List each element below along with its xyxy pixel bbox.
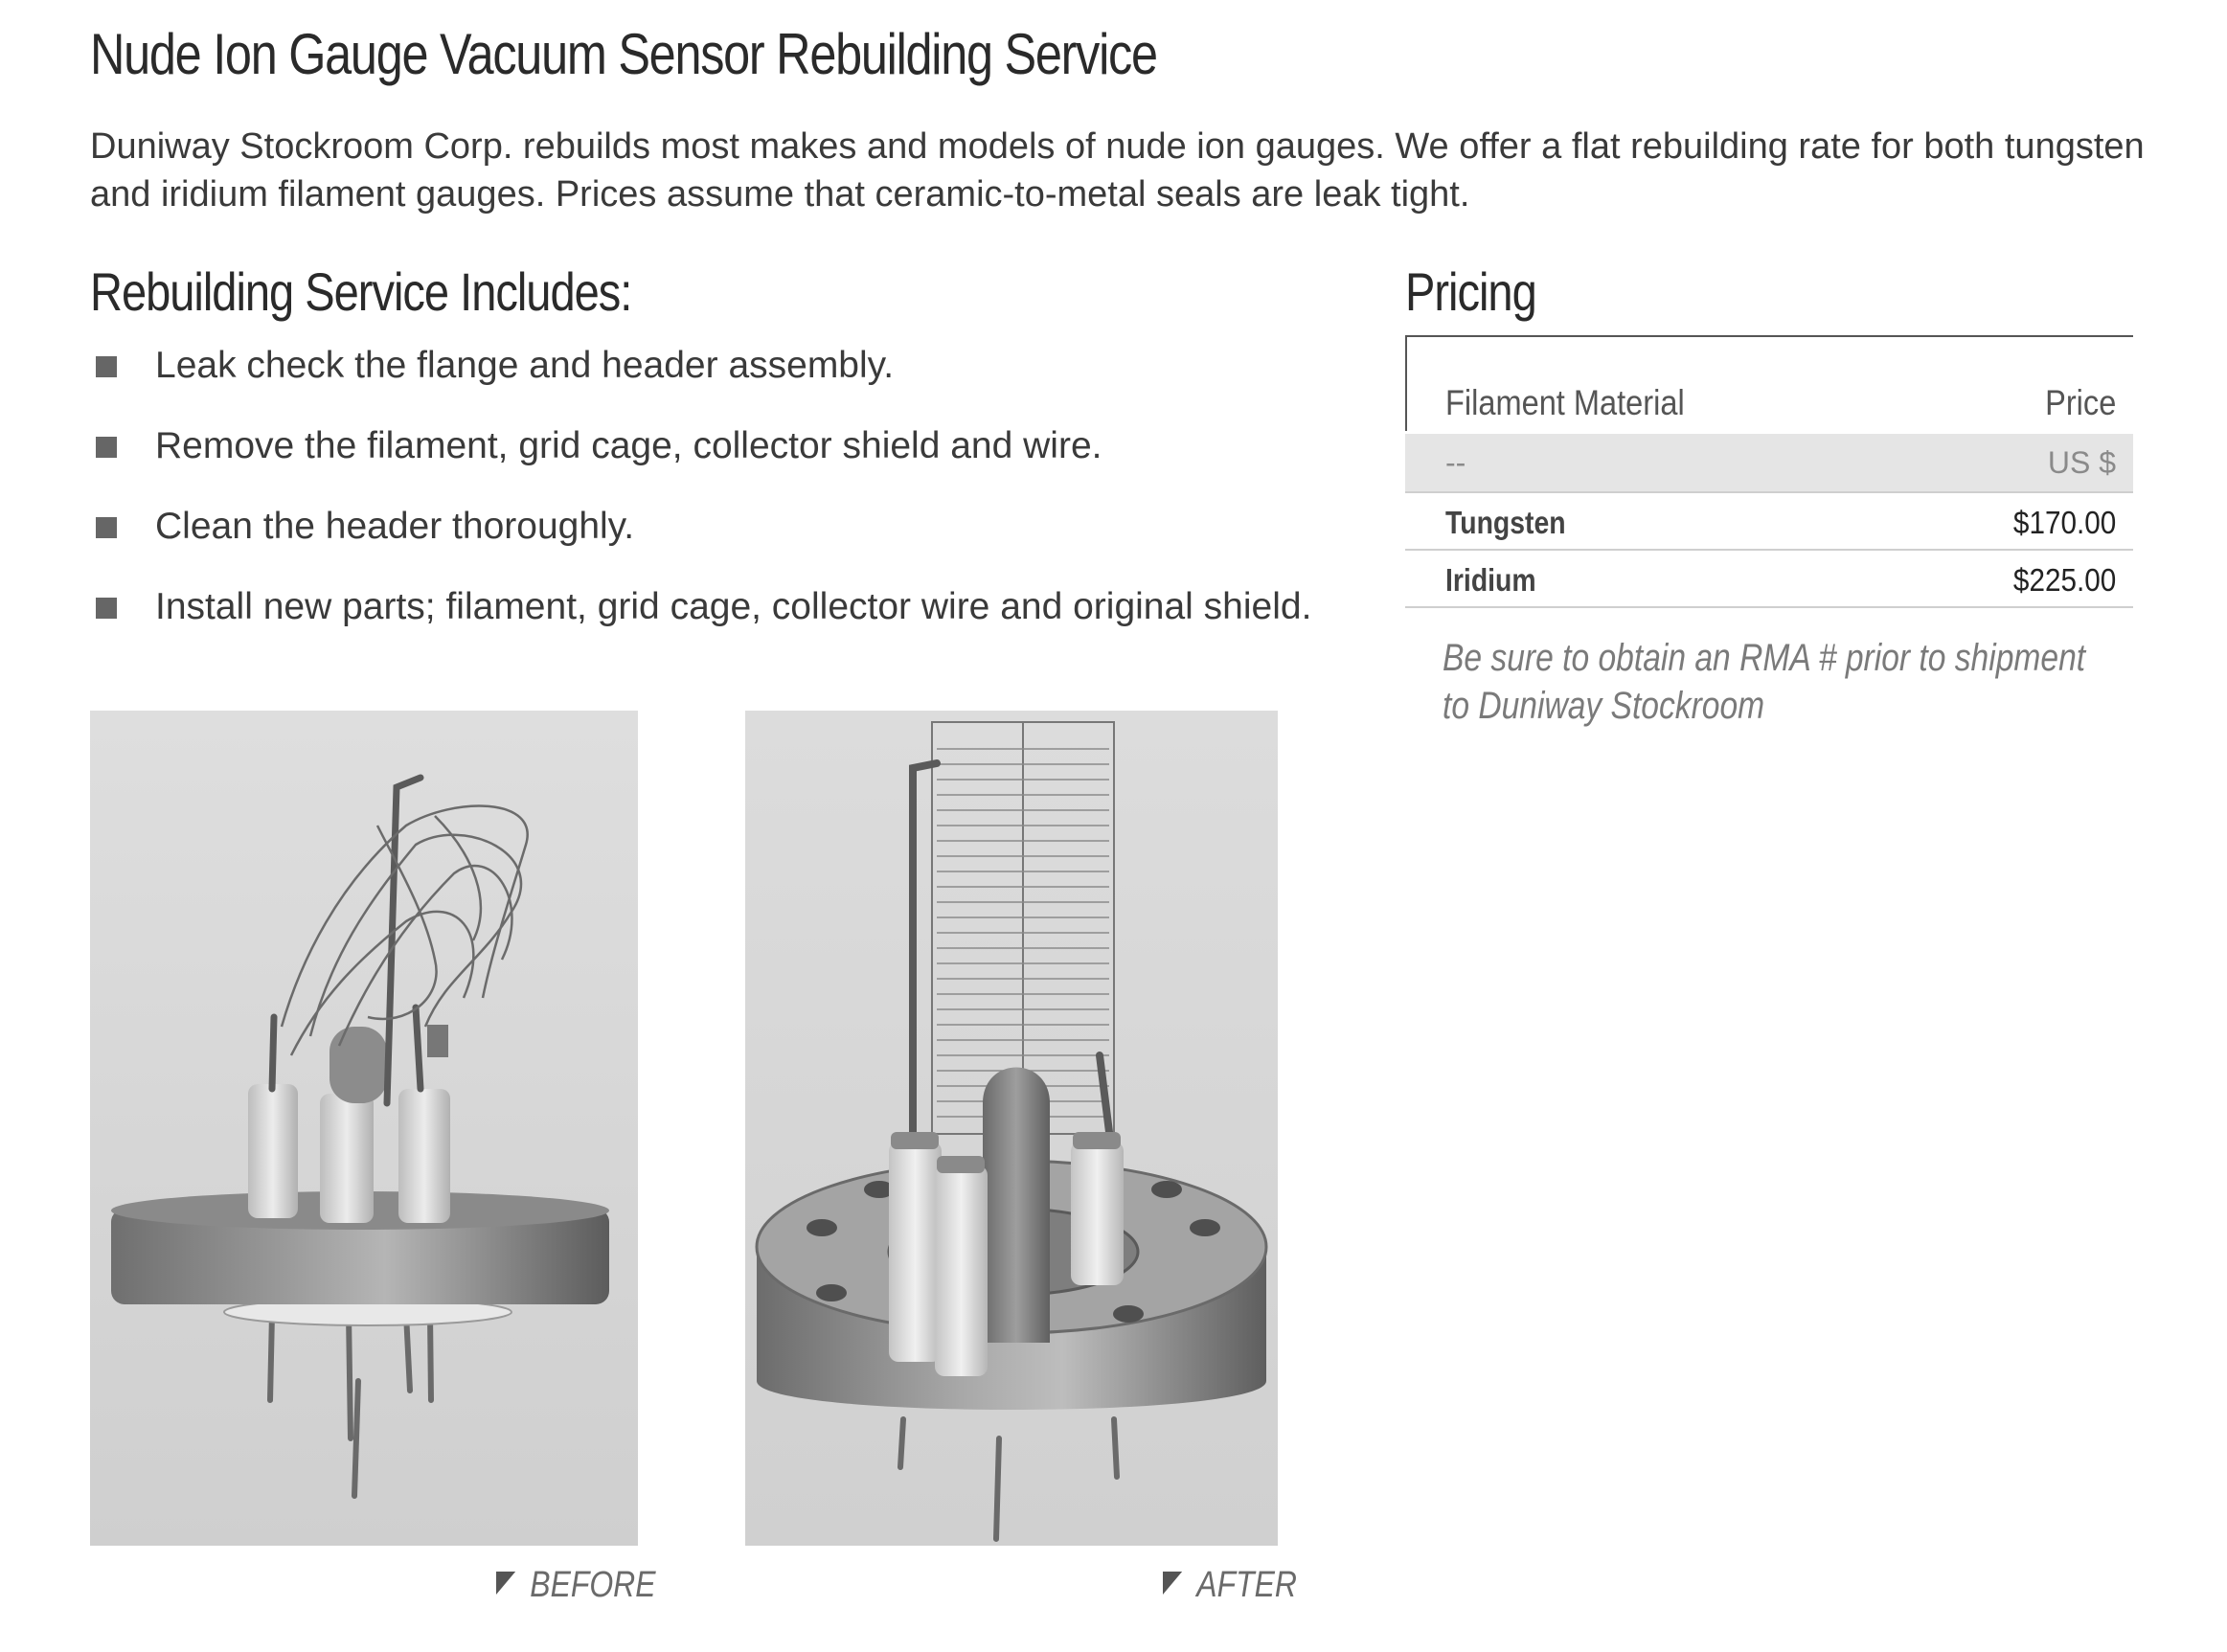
- caption-arrow-icon: [496, 1572, 515, 1595]
- after-caption-text: AFTER: [1196, 1565, 1297, 1605]
- price-cell: $170.00: [2012, 505, 2116, 540]
- after-photo: [745, 711, 1278, 1546]
- rma-note-line-1: Be sure to obtain an RMA # prior to shipment: [1443, 637, 2086, 679]
- page-title: Nude Ion Gauge Vacuum Sensor Rebuilding Service: [90, 22, 1157, 86]
- units-material: --: [1445, 445, 1466, 480]
- table-top-rule: [1405, 335, 2133, 337]
- service-item-text: Leak check the flange and header assembly.: [155, 345, 895, 386]
- material-cell: Tungsten: [1445, 505, 1566, 540]
- gauge-after-illustration: [745, 711, 1278, 1546]
- rma-note-line-2: to Duniway Stockroom: [1443, 685, 1765, 727]
- gauge-before-illustration: [90, 711, 638, 1546]
- table-header-row: [1405, 383, 2133, 433]
- before-caption-text: BEFORE: [530, 1565, 656, 1605]
- caption-arrow-icon: [1163, 1572, 1182, 1595]
- price-cell: $225.00: [2012, 562, 2116, 598]
- service-item-text: Clean the header thoroughly.: [155, 506, 635, 547]
- table-row: [1405, 493, 2133, 551]
- pricing-heading: Pricing: [1405, 261, 1536, 322]
- services-heading: Rebuilding Service Includes:: [90, 261, 632, 322]
- service-item-text: Remove the filament, grid cage, collector shield and wire.: [155, 425, 1102, 466]
- column-header-price: Price: [2044, 383, 2116, 422]
- table-row: [1405, 551, 2133, 608]
- column-header-material: Filament Material: [1445, 383, 1685, 422]
- table-units-row: [1405, 434, 2133, 493]
- units-price: US $: [2047, 445, 2116, 480]
- square-bullet-icon: [96, 598, 117, 619]
- square-bullet-icon: [96, 356, 117, 377]
- rma-note: [1443, 634, 2085, 730]
- before-photo: [90, 711, 638, 1546]
- material-cell: Iridium: [1445, 562, 1536, 598]
- square-bullet-icon: [96, 437, 117, 458]
- after-caption: [1163, 1565, 1297, 1606]
- square-bullet-icon: [96, 517, 117, 538]
- intro-paragraph: Duniway Stockroom Corp. rebuilds most makes and models of nude ion gauges. We offer a flat rebuilding rate for both tungsten and iridium filament gauges. Prices assume that ceramic-to-metal seals are leak tight.: [90, 126, 2145, 215]
- before-caption: [496, 1565, 656, 1606]
- service-item-text: Install new parts; filament, grid cage, collector wire and original shield.: [155, 586, 1312, 627]
